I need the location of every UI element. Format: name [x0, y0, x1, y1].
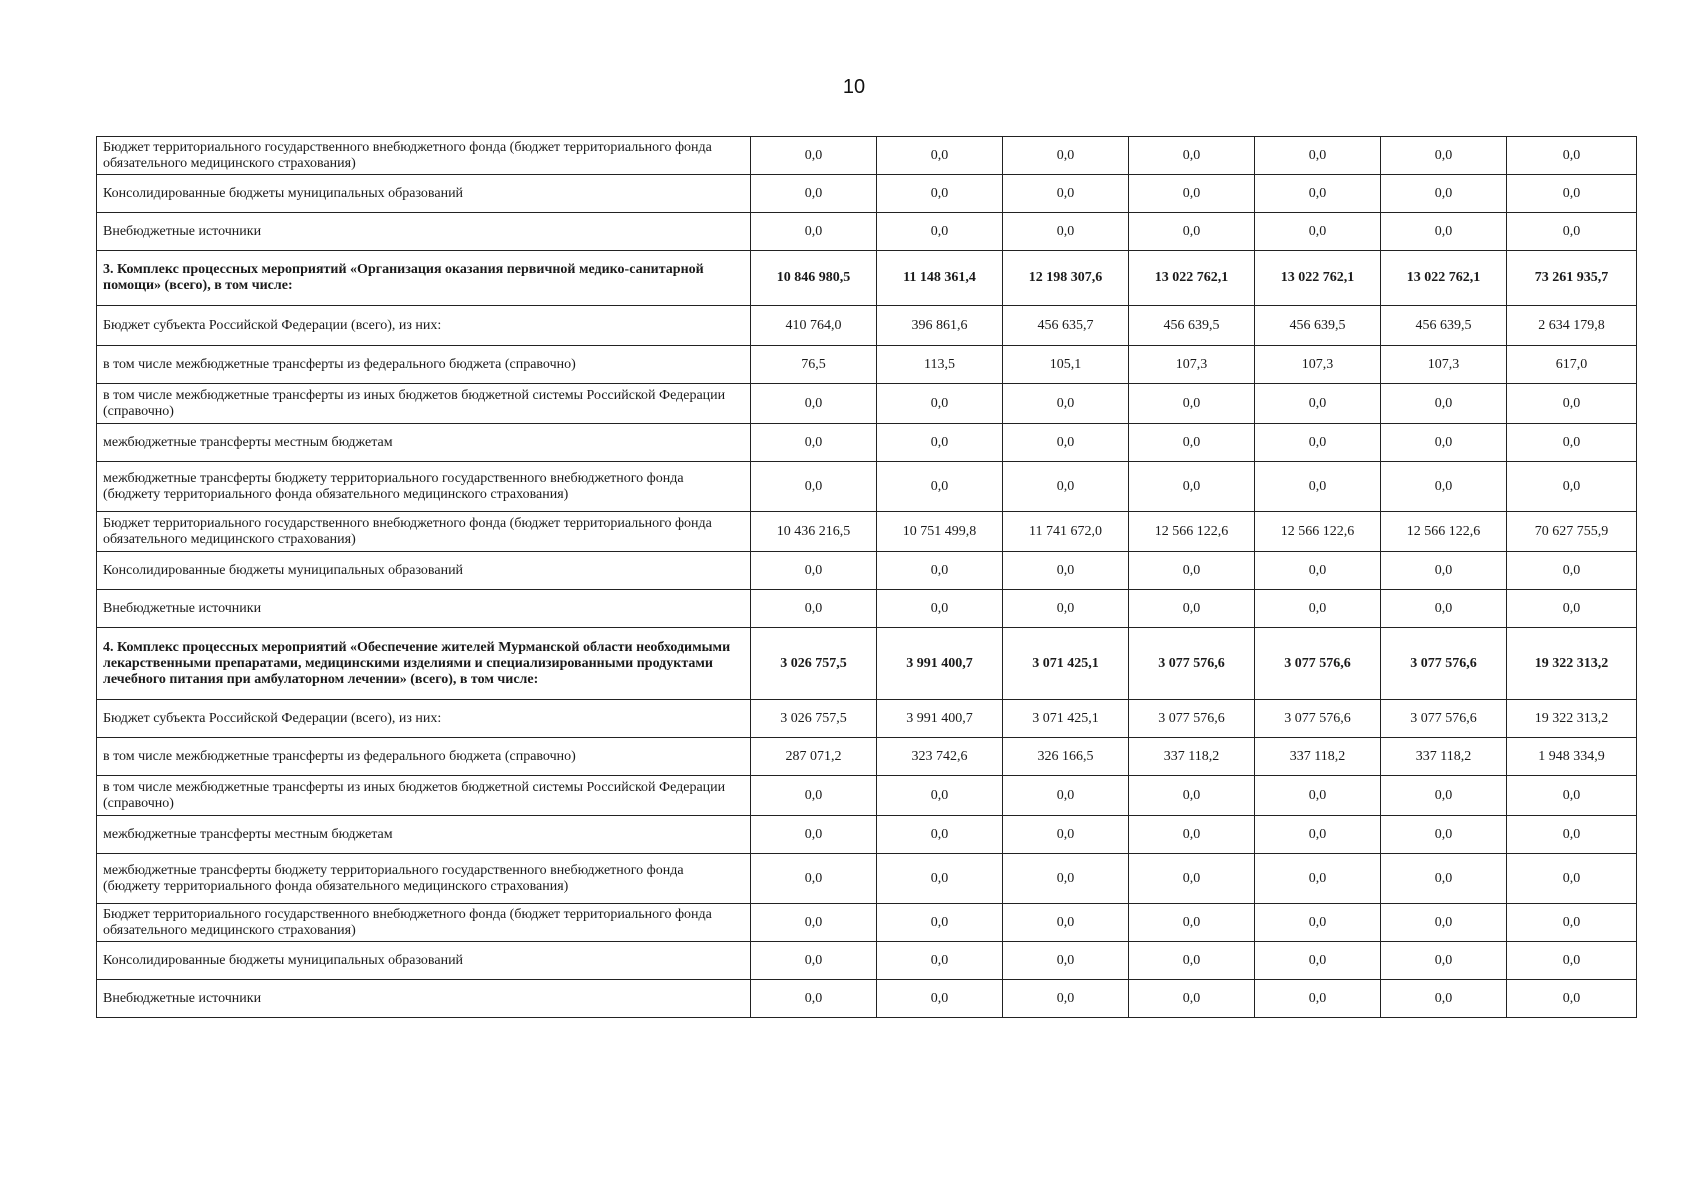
value-cell: 0,0 — [877, 942, 1003, 980]
value-cell: 113,5 — [877, 346, 1003, 384]
value-cell: 0,0 — [1255, 942, 1381, 980]
value-cell: 0,0 — [1255, 384, 1381, 424]
value-cell: 617,0 — [1507, 346, 1637, 384]
value-cell: 0,0 — [1381, 462, 1507, 512]
value-cell: 0,0 — [1003, 776, 1129, 816]
value-cell: 396 861,6 — [877, 306, 1003, 346]
value-cell: 0,0 — [1255, 590, 1381, 628]
value-cell: 0,0 — [877, 816, 1003, 854]
value-cell: 0,0 — [1129, 137, 1255, 175]
value-cell: 0,0 — [1129, 854, 1255, 904]
value-cell: 10 436 216,5 — [751, 512, 877, 552]
value-cell: 107,3 — [1381, 346, 1507, 384]
value-cell: 0,0 — [1381, 424, 1507, 462]
row-label: Бюджет территориального государственного внебюджетного фонда (бюджет территориального фонда обязательного медицинского страхования) — [97, 904, 751, 942]
table-row — [97, 552, 1637, 590]
value-cell: 0,0 — [1381, 137, 1507, 175]
value-cell: 0,0 — [1255, 424, 1381, 462]
value-cell: 0,0 — [877, 854, 1003, 904]
value-cell: 1 948 334,9 — [1507, 738, 1637, 776]
value-cell: 0,0 — [751, 590, 877, 628]
value-cell: 0,0 — [751, 854, 877, 904]
row-label: межбюджетные трансферты местным бюджетам — [97, 424, 751, 462]
value-cell: 0,0 — [1003, 424, 1129, 462]
value-cell: 0,0 — [1129, 942, 1255, 980]
value-cell: 0,0 — [751, 213, 877, 251]
value-cell: 0,0 — [751, 816, 877, 854]
value-cell: 3 077 576,6 — [1129, 700, 1255, 738]
row-label: Консолидированные бюджеты муниципальных образований — [97, 942, 751, 980]
value-cell: 0,0 — [1003, 175, 1129, 213]
value-cell: 456 639,5 — [1129, 306, 1255, 346]
value-cell: 3 077 576,6 — [1255, 628, 1381, 700]
value-cell: 0,0 — [1381, 854, 1507, 904]
budget-table-body — [97, 137, 1637, 1018]
value-cell: 0,0 — [877, 137, 1003, 175]
value-cell: 0,0 — [1255, 980, 1381, 1018]
value-cell: 0,0 — [1255, 137, 1381, 175]
value-cell: 0,0 — [877, 552, 1003, 590]
value-cell: 2 634 179,8 — [1507, 306, 1637, 346]
value-cell: 0,0 — [1129, 590, 1255, 628]
value-cell: 0,0 — [1129, 424, 1255, 462]
value-cell: 3 991 400,7 — [877, 628, 1003, 700]
value-cell: 337 118,2 — [1129, 738, 1255, 776]
value-cell: 0,0 — [1507, 213, 1637, 251]
row-label: Внебюджетные источники — [97, 980, 751, 1018]
value-cell: 70 627 755,9 — [1507, 512, 1637, 552]
value-cell: 337 118,2 — [1255, 738, 1381, 776]
row-label: межбюджетные трансферты местным бюджетам — [97, 816, 751, 854]
value-cell: 3 077 576,6 — [1129, 628, 1255, 700]
value-cell: 19 322 313,2 — [1507, 700, 1637, 738]
table-row — [97, 776, 1637, 816]
table-row — [97, 462, 1637, 512]
value-cell: 0,0 — [1381, 980, 1507, 1018]
table-row — [97, 346, 1637, 384]
value-cell: 456 639,5 — [1255, 306, 1381, 346]
row-label: в том числе межбюджетные трансферты из иных бюджетов бюджетной системы Российской Федерации (справочно) — [97, 776, 751, 816]
value-cell: 19 322 313,2 — [1507, 628, 1637, 700]
table-row — [97, 904, 1637, 942]
value-cell: 0,0 — [1003, 137, 1129, 175]
row-label: Консолидированные бюджеты муниципальных образований — [97, 552, 751, 590]
value-cell: 13 022 762,1 — [1255, 251, 1381, 306]
value-cell: 3 077 576,6 — [1381, 700, 1507, 738]
value-cell: 73 261 935,7 — [1507, 251, 1637, 306]
value-cell: 0,0 — [877, 904, 1003, 942]
value-cell: 0,0 — [751, 776, 877, 816]
value-cell: 0,0 — [1381, 904, 1507, 942]
value-cell: 0,0 — [1129, 384, 1255, 424]
value-cell: 3 071 425,1 — [1003, 700, 1129, 738]
value-cell: 0,0 — [1129, 980, 1255, 1018]
table-row — [97, 738, 1637, 776]
value-cell: 0,0 — [1507, 904, 1637, 942]
value-cell: 0,0 — [877, 980, 1003, 1018]
value-cell: 0,0 — [1003, 552, 1129, 590]
value-cell: 0,0 — [1255, 462, 1381, 512]
value-cell: 0,0 — [1255, 175, 1381, 213]
value-cell: 0,0 — [1381, 175, 1507, 213]
table-row — [97, 424, 1637, 462]
value-cell: 0,0 — [1255, 816, 1381, 854]
value-cell: 13 022 762,1 — [1381, 251, 1507, 306]
value-cell: 0,0 — [877, 424, 1003, 462]
value-cell: 0,0 — [1003, 942, 1129, 980]
table-row — [97, 942, 1637, 980]
value-cell: 0,0 — [1507, 816, 1637, 854]
value-cell: 12 566 122,6 — [1129, 512, 1255, 552]
value-cell: 0,0 — [877, 175, 1003, 213]
value-cell: 337 118,2 — [1381, 738, 1507, 776]
table-row — [97, 175, 1637, 213]
value-cell: 0,0 — [877, 776, 1003, 816]
value-cell: 0,0 — [1003, 462, 1129, 512]
table-row — [97, 384, 1637, 424]
value-cell: 0,0 — [1507, 424, 1637, 462]
value-cell: 107,3 — [1129, 346, 1255, 384]
row-label: Бюджет субъекта Российской Федерации (всего), из них: — [97, 700, 751, 738]
value-cell: 0,0 — [1255, 776, 1381, 816]
row-label: 3. Комплекс процессных мероприятий «Организация оказания первичной медико-санитарной помощи» (всего), в том числе: — [97, 251, 751, 306]
value-cell: 0,0 — [1003, 904, 1129, 942]
value-cell: 3 077 576,6 — [1381, 628, 1507, 700]
value-cell: 0,0 — [1129, 904, 1255, 942]
value-cell: 12 566 122,6 — [1381, 512, 1507, 552]
value-cell: 0,0 — [1507, 175, 1637, 213]
value-cell: 0,0 — [1129, 776, 1255, 816]
value-cell: 323 742,6 — [877, 738, 1003, 776]
value-cell: 3 077 576,6 — [1255, 700, 1381, 738]
table-row — [97, 590, 1637, 628]
value-cell: 0,0 — [1381, 590, 1507, 628]
value-cell: 0,0 — [751, 137, 877, 175]
value-cell: 410 764,0 — [751, 306, 877, 346]
value-cell: 0,0 — [1129, 816, 1255, 854]
value-cell: 0,0 — [1255, 904, 1381, 942]
value-cell: 0,0 — [1507, 552, 1637, 590]
value-cell: 0,0 — [1255, 213, 1381, 251]
value-cell: 11 148 361,4 — [877, 251, 1003, 306]
value-cell: 0,0 — [1003, 854, 1129, 904]
value-cell: 0,0 — [1381, 213, 1507, 251]
value-cell: 0,0 — [1003, 213, 1129, 251]
row-label: Внебюджетные источники — [97, 213, 751, 251]
value-cell: 0,0 — [1003, 384, 1129, 424]
value-cell: 0,0 — [1129, 552, 1255, 590]
row-label: межбюджетные трансферты бюджету территориального государственного внебюджетного фонда (бюджету территориального фонда обязательного медицинского страхования) — [97, 854, 751, 904]
table-row — [97, 854, 1637, 904]
value-cell: 105,1 — [1003, 346, 1129, 384]
value-cell: 13 022 762,1 — [1129, 251, 1255, 306]
table-row — [97, 137, 1637, 175]
value-cell: 12 566 122,6 — [1255, 512, 1381, 552]
value-cell: 0,0 — [751, 384, 877, 424]
value-cell: 0,0 — [751, 424, 877, 462]
row-label: межбюджетные трансферты бюджету территориального государственного внебюджетного фонда (бюджету территориального фонда обязательного медицинского страхования) — [97, 462, 751, 512]
value-cell: 0,0 — [751, 904, 877, 942]
value-cell: 0,0 — [751, 552, 877, 590]
value-cell: 107,3 — [1255, 346, 1381, 384]
row-label: в том числе межбюджетные трансферты из иных бюджетов бюджетной системы Российской Федерации (справочно) — [97, 384, 751, 424]
row-label: в том числе межбюджетные трансферты из федерального бюджета (справочно) — [97, 346, 751, 384]
row-label: в том числе межбюджетные трансферты из федерального бюджета (справочно) — [97, 738, 751, 776]
value-cell: 0,0 — [1381, 384, 1507, 424]
value-cell: 0,0 — [1507, 980, 1637, 1018]
value-cell: 287 071,2 — [751, 738, 877, 776]
value-cell: 0,0 — [1129, 175, 1255, 213]
value-cell: 456 635,7 — [1003, 306, 1129, 346]
value-cell: 0,0 — [1507, 462, 1637, 512]
value-cell: 3 026 757,5 — [751, 628, 877, 700]
value-cell: 0,0 — [751, 980, 877, 1018]
value-cell: 10 751 499,8 — [877, 512, 1003, 552]
value-cell: 326 166,5 — [1003, 738, 1129, 776]
table-row — [97, 816, 1637, 854]
value-cell: 0,0 — [877, 462, 1003, 512]
table-row — [97, 700, 1637, 738]
value-cell: 76,5 — [751, 346, 877, 384]
value-cell: 0,0 — [877, 213, 1003, 251]
table-row — [97, 628, 1637, 700]
value-cell: 11 741 672,0 — [1003, 512, 1129, 552]
table-row — [97, 251, 1637, 306]
table-row — [97, 306, 1637, 346]
value-cell: 12 198 307,6 — [1003, 251, 1129, 306]
value-cell: 0,0 — [1507, 776, 1637, 816]
value-cell: 0,0 — [1003, 590, 1129, 628]
value-cell: 0,0 — [1003, 816, 1129, 854]
value-cell: 0,0 — [877, 384, 1003, 424]
value-cell: 0,0 — [1129, 213, 1255, 251]
value-cell: 456 639,5 — [1381, 306, 1507, 346]
value-cell: 0,0 — [1129, 462, 1255, 512]
row-label: Бюджет субъекта Российской Федерации (всего), из них: — [97, 306, 751, 346]
value-cell: 0,0 — [751, 462, 877, 512]
table-row — [97, 512, 1637, 552]
table-row — [97, 980, 1637, 1018]
page-number: 10 — [842, 76, 866, 98]
value-cell: 0,0 — [1003, 980, 1129, 1018]
value-cell: 0,0 — [1255, 552, 1381, 590]
value-cell: 3 991 400,7 — [877, 700, 1003, 738]
value-cell: 3 071 425,1 — [1003, 628, 1129, 700]
value-cell: 0,0 — [877, 590, 1003, 628]
value-cell: 10 846 980,5 — [751, 251, 877, 306]
value-cell: 0,0 — [1381, 776, 1507, 816]
value-cell: 0,0 — [1381, 816, 1507, 854]
value-cell: 0,0 — [1507, 137, 1637, 175]
table-row — [97, 213, 1637, 251]
value-cell: 0,0 — [1507, 854, 1637, 904]
value-cell: 0,0 — [1507, 384, 1637, 424]
value-cell: 3 026 757,5 — [751, 700, 877, 738]
row-label: Бюджет территориального государственного внебюджетного фонда (бюджет территориального фонда обязательного медицинского страхования) — [97, 137, 751, 175]
row-label: Внебюджетные источники — [97, 590, 751, 628]
row-label: Консолидированные бюджеты муниципальных образований — [97, 175, 751, 213]
value-cell: 0,0 — [1255, 854, 1381, 904]
row-label: 4. Комплекс процессных мероприятий «Обеспечение жителей Мурманской области необходимыми лекарственными препаратами, медицинскими изделиями и специализированными продуктами лечебного питания при амбулаторном лечении» (всего), в том числе: — [97, 628, 751, 700]
row-label: Бюджет территориального государственного внебюджетного фонда (бюджет территориального фонда обязательного медицинского страхования) — [97, 512, 751, 552]
value-cell: 0,0 — [1381, 942, 1507, 980]
value-cell: 0,0 — [1381, 552, 1507, 590]
value-cell: 0,0 — [1507, 942, 1637, 980]
value-cell: 0,0 — [751, 175, 877, 213]
value-cell: 0,0 — [1507, 590, 1637, 628]
budget-table — [96, 136, 1637, 1018]
value-cell: 0,0 — [751, 942, 877, 980]
